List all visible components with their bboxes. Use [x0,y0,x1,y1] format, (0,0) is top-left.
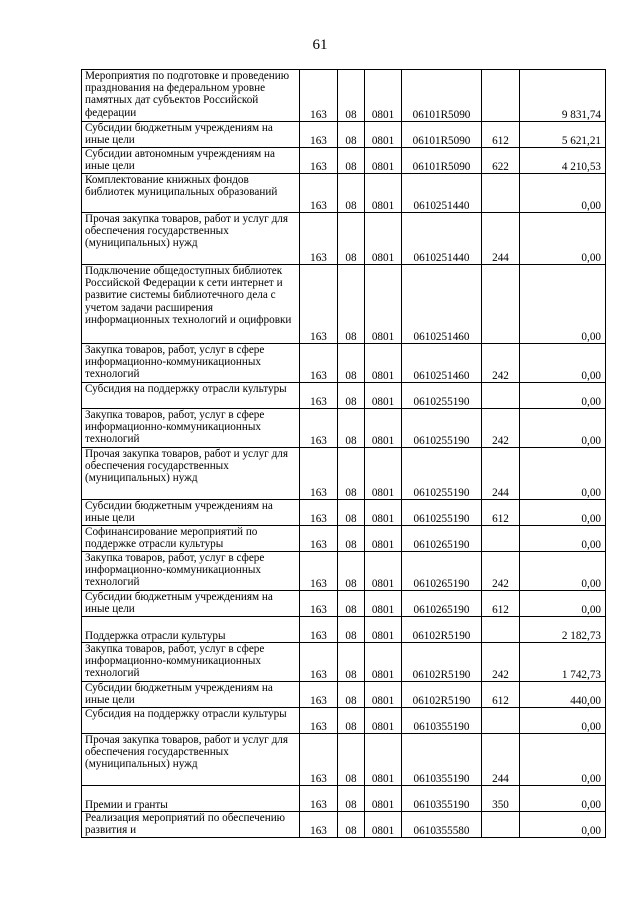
subsection-cell: 0801 [365,344,402,383]
target-article-cell: 06101R5090 [402,122,482,148]
ved-cell: 163 [300,643,338,682]
row-name-cell [82,174,300,213]
subsection-cell: 0801 [365,591,402,617]
ved-cell: 163 [300,786,338,812]
row-name-cell [82,786,300,812]
section-cell: 08 [338,174,365,213]
ved-cell: 163 [300,213,338,265]
row-name-text: Мероприятия по подготовке и проведению празднования на федеральном уровне памятных дат субъектов Российской федерации [85,70,290,119]
amount-cell: 9 831,74 [520,70,606,122]
expense-type-cell [482,708,520,734]
ved-cell: 163 [300,526,338,552]
row-name-text: Прочая закупка товаров, работ и услуг для обеспечения государственных (муниципальных) нужд [85,734,288,771]
expense-type-cell: 242 [482,552,520,591]
table-row [82,174,606,213]
row-name-text: Реализация мероприятий по обеспечению развития и [85,812,286,837]
row-name-cell [82,344,300,383]
amount-cell: 0,00 [520,500,606,526]
table-row [82,122,606,148]
amount-cell: 4 210,53 [520,148,606,174]
table-row [82,552,606,591]
row-name-cell [82,643,300,682]
amount-cell: 5 621,21 [520,122,606,148]
ved-cell: 163 [300,708,338,734]
target-article-cell: 0610251460 [402,344,482,383]
row-name-cell [82,213,300,265]
row-name-cell [82,383,300,409]
subsection-cell: 0801 [365,812,402,838]
row-name-text: Прочая закупка товаров, работ и услуг для обеспечения государственных (муниципальных) нужд [85,213,288,250]
section-cell: 08 [338,213,365,265]
ved-cell: 163 [300,174,338,213]
expense-type-cell: 612 [482,682,520,708]
table-row [82,344,606,383]
table-row [82,786,606,812]
amount-cell: 0,00 [520,734,606,786]
table-row [82,148,606,174]
amount-cell: 2 182,73 [520,617,606,643]
table-row [82,70,606,122]
row-name-cell [82,682,300,708]
row-name-text: Софинансирование мероприятий по поддержке отрасли культуры [85,526,258,551]
row-name-text: Премии и гранты [85,798,168,811]
subsection-cell: 0801 [365,265,402,344]
subsection-cell: 0801 [365,643,402,682]
expense-type-cell: 612 [482,122,520,148]
amount-cell: 1 742,73 [520,643,606,682]
expense-type-cell [482,617,520,643]
target-article-cell: 06102R5190 [402,617,482,643]
row-name-cell [82,526,300,552]
amount-cell: 0,00 [520,708,606,734]
table-row [82,448,606,500]
ved-cell: 163 [300,682,338,708]
subsection-cell: 0801 [365,708,402,734]
ved-cell: 163 [300,448,338,500]
table-row [82,213,606,265]
table-row [82,734,606,786]
target-article-cell: 06102R5190 [402,682,482,708]
table-row [82,812,606,838]
section-cell: 08 [338,708,365,734]
table-row [82,526,606,552]
section-cell: 08 [338,617,365,643]
row-name-text: Закупка товаров, работ, услуг в сфере информационно-коммуникационных технологий [85,409,265,446]
expense-type-cell [482,383,520,409]
section-cell: 08 [338,409,365,448]
expense-type-cell [482,70,520,122]
ved-cell: 163 [300,500,338,526]
subsection-cell: 0801 [365,617,402,643]
row-name-text: Субсидии бюджетным учреждениям на иные цели [85,122,273,147]
target-article-cell: 06101R5090 [402,148,482,174]
ved-cell: 163 [300,734,338,786]
table-row [82,409,606,448]
row-name-text: Подключение общедоступных библиотек Российской Федерации к сети интернет и развитие системы библиотечного дела с учетом задачи расширения информационных технологий и оцифровки [85,265,292,326]
subsection-cell: 0801 [365,786,402,812]
row-name-text: Субсидии бюджетным учреждениям на иные цели [85,591,273,616]
section-cell: 08 [338,786,365,812]
ved-cell: 163 [300,383,338,409]
expense-type-cell: 622 [482,148,520,174]
expense-type-cell [482,265,520,344]
expense-type-cell: 242 [482,643,520,682]
amount-cell: 0,00 [520,812,606,838]
amount-cell: 0,00 [520,174,606,213]
ved-cell: 163 [300,122,338,148]
expense-type-cell: 242 [482,344,520,383]
row-name-cell [82,70,300,122]
subsection-cell: 0801 [365,500,402,526]
section-cell: 08 [338,500,365,526]
target-article-cell: 06101R5090 [402,70,482,122]
subsection-cell: 0801 [365,174,402,213]
ved-cell: 163 [300,591,338,617]
subsection-cell: 0801 [365,409,402,448]
section-cell: 08 [338,643,365,682]
target-article-cell: 0610251440 [402,213,482,265]
amount-cell: 0,00 [520,409,606,448]
subsection-cell: 0801 [365,383,402,409]
target-article-cell: 0610265190 [402,526,482,552]
amount-cell: 0,00 [520,344,606,383]
table-row [82,643,606,682]
amount-cell: 0,00 [520,383,606,409]
table-row [82,500,606,526]
row-name-cell [82,812,300,838]
amount-cell: 0,00 [520,552,606,591]
expense-type-cell: 612 [482,591,520,617]
subsection-cell: 0801 [365,552,402,591]
ved-cell: 163 [300,409,338,448]
subsection-cell: 0801 [365,122,402,148]
target-article-cell: 0610251440 [402,174,482,213]
target-article-cell: 0610251460 [402,265,482,344]
section-cell: 08 [338,383,365,409]
row-name-text: Закупка товаров, работ, услуг в сфере информационно-коммуникационных технологий [85,643,265,680]
target-article-cell: 0610265190 [402,552,482,591]
amount-cell: 0,00 [520,265,606,344]
subsection-cell: 0801 [365,734,402,786]
section-cell: 08 [338,591,365,617]
budget-table [81,69,606,838]
target-article-cell: 0610355190 [402,786,482,812]
expense-type-cell: 242 [482,409,520,448]
section-cell: 08 [338,265,365,344]
table-row [82,682,606,708]
row-name-text: Прочая закупка товаров, работ и услуг для обеспечения государственных (муниципальных) нужд [85,448,288,485]
page-number: 61 [312,37,328,53]
subsection-cell: 0801 [365,682,402,708]
amount-cell: 0,00 [520,786,606,812]
target-article-cell: 0610255190 [402,383,482,409]
row-name-cell [82,708,300,734]
target-article-cell: 0610255190 [402,500,482,526]
target-article-cell: 06102R5190 [402,643,482,682]
amount-cell: 0,00 [520,448,606,500]
subsection-cell: 0801 [365,213,402,265]
section-cell: 08 [338,344,365,383]
section-cell: 08 [338,682,365,708]
table-row [82,617,606,643]
row-name-cell [82,409,300,448]
expense-type-cell: 244 [482,448,520,500]
row-name-text: Субсидия на поддержку отрасли культуры [85,383,287,395]
ved-cell: 163 [300,148,338,174]
table-row [82,383,606,409]
expense-type-cell [482,526,520,552]
amount-cell: 440,00 [520,682,606,708]
target-article-cell: 0610255190 [402,409,482,448]
target-article-cell: 0610355580 [402,812,482,838]
row-name-text: Закупка товаров, работ, услуг в сфере информационно-коммуникационных технологий [85,344,265,381]
section-cell: 08 [338,448,365,500]
target-article-cell: 0610355190 [402,708,482,734]
section-cell: 08 [338,734,365,786]
row-name-cell [82,500,300,526]
expense-type-cell: 244 [482,734,520,786]
expense-type-cell [482,174,520,213]
row-name-cell [82,591,300,617]
ved-cell: 163 [300,552,338,591]
expense-type-cell: 612 [482,500,520,526]
row-name-text: Субсидии бюджетным учреждениям на иные цели [85,682,273,707]
section-cell: 08 [338,148,365,174]
section-cell: 08 [338,70,365,122]
row-name-cell [82,734,300,786]
expense-type-cell: 350 [482,786,520,812]
expense-type-cell [482,812,520,838]
row-name-text: Субсидии автономным учреждениям на иные цели [85,148,275,173]
amount-cell: 0,00 [520,591,606,617]
section-cell: 08 [338,526,365,552]
subsection-cell: 0801 [365,448,402,500]
amount-cell: 0,00 [520,526,606,552]
ved-cell: 163 [300,812,338,838]
subsection-cell: 0801 [365,70,402,122]
row-name-text: Субсидия на поддержку отрасли культуры [85,708,287,720]
row-name-text: Субсидии бюджетным учреждениям на иные цели [85,500,273,525]
row-name-cell [82,448,300,500]
expense-type-cell: 244 [482,213,520,265]
table-row [82,265,606,344]
section-cell: 08 [338,122,365,148]
ved-cell: 163 [300,344,338,383]
ved-cell: 163 [300,70,338,122]
row-name-text: Поддержка отрасли культуры [85,629,226,642]
section-cell: 08 [338,812,365,838]
subsection-cell: 0801 [365,526,402,552]
row-name-text: Комплектование книжных фондов библиотек муниципальных образований [85,174,278,199]
row-name-cell [82,122,300,148]
table-row [82,591,606,617]
section-cell: 08 [338,552,365,591]
subsection-cell: 0801 [365,148,402,174]
row-name-cell [82,552,300,591]
target-article-cell: 0610255190 [402,448,482,500]
target-article-cell: 0610355190 [402,734,482,786]
ved-cell: 163 [300,617,338,643]
row-name-cell [82,148,300,174]
row-name-cell [82,265,300,344]
table-row [82,708,606,734]
row-name-text: Закупка товаров, работ, услуг в сфере информационно-коммуникационных технологий [85,552,265,589]
row-name-cell [82,617,300,643]
amount-cell: 0,00 [520,213,606,265]
target-article-cell: 0610265190 [402,591,482,617]
ved-cell: 163 [300,265,338,344]
